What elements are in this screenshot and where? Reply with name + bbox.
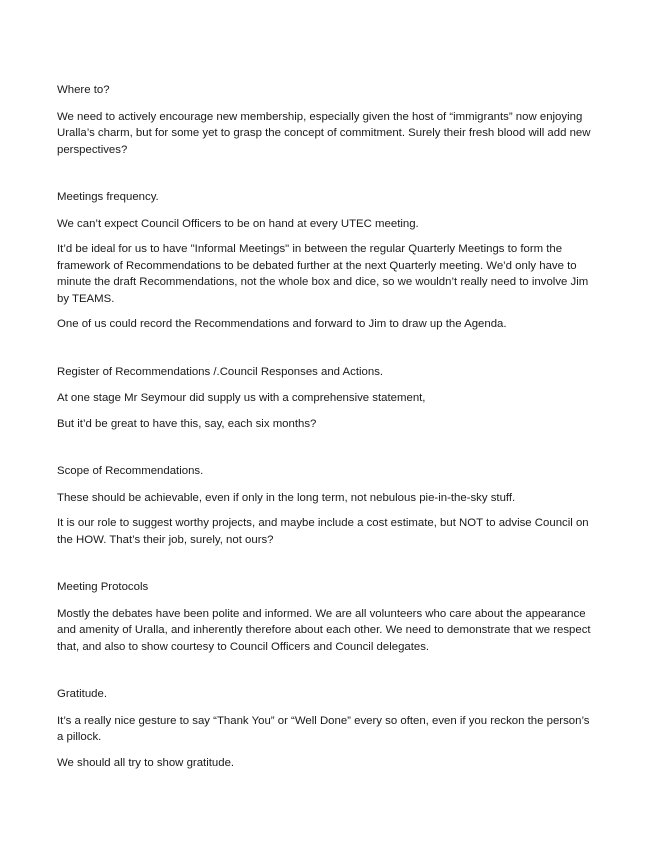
section-heading: Meeting Protocols	[57, 581, 149, 593]
section-heading: Gratitude.	[57, 688, 108, 700]
paragraph: One of us could record the Recommendations and forward to Jim to draw up the Agenda.	[57, 318, 507, 330]
section-heading: Register of Recommendations /.Council Responses and Actions.	[57, 365, 384, 378]
paragraph: We need to actively encourage new membership, especially given the host of “immigrants” now enjoying Uralla’s charm, but for some yet to grasp the concept of commitment. Surely their fresh blood will add new perspectives?	[57, 110, 591, 156]
paragraph: It’s a really nice gesture to say “Thank You” or “Well Done” every so often, even if you reckon the person’s a pillock.	[57, 714, 590, 743]
section-heading: Where to?	[57, 84, 110, 96]
paragraph: Mostly the debates have been polite and informed. We are all volunteers who care about the appearance and amenity of Uralla, and inherently therefore about each other. We need to demonstrate that we respect that, and also to show courtesy to Council Officers and Council delegates.	[57, 607, 591, 653]
section-heading: Meetings frequency.	[57, 191, 159, 203]
paragraph: It is our role to suggest worthy projects, and maybe include a cost estimate, but NOT to advise Council on the HOW. That’s their job, surely, not ours?	[57, 517, 589, 546]
paragraph: We should all try to show gratitude.	[57, 756, 235, 769]
paragraph: But it’d be great to have this, say, each six months?	[57, 417, 317, 430]
paragraph: These should be achievable, even if only in the long term, not nebulous pie-in-the-sky stuff.	[57, 491, 516, 504]
paragraph: We can’t expect Council Officers to be on hand at every UTEC meeting.	[57, 217, 419, 230]
section-register-of-recommendations	[57, 364, 597, 433]
paragraph: At one stage Mr Seymour did supply us with a comprehensive statement,	[57, 392, 426, 404]
section-heading: Scope of Recommendations.	[57, 465, 204, 477]
section-meetings-frequency	[57, 189, 597, 333]
section-meeting-protocols	[57, 579, 597, 655]
section-gratitude	[57, 686, 597, 771]
section-where-to	[57, 82, 597, 158]
paragraph: It’d be ideal for us to have "Informal Meetings" in between the regular Quarterly Meetings to form the framework of Recommendations to be debated further at the next Quarterly meeting. We’d only have to minute the draft Recommendations, not the whole box and dice, so we wouldn’t really need to involve Jim by TEAMS.	[57, 243, 589, 305]
section-scope-of-recommendations	[57, 463, 597, 548]
document-page	[57, 82, 597, 780]
